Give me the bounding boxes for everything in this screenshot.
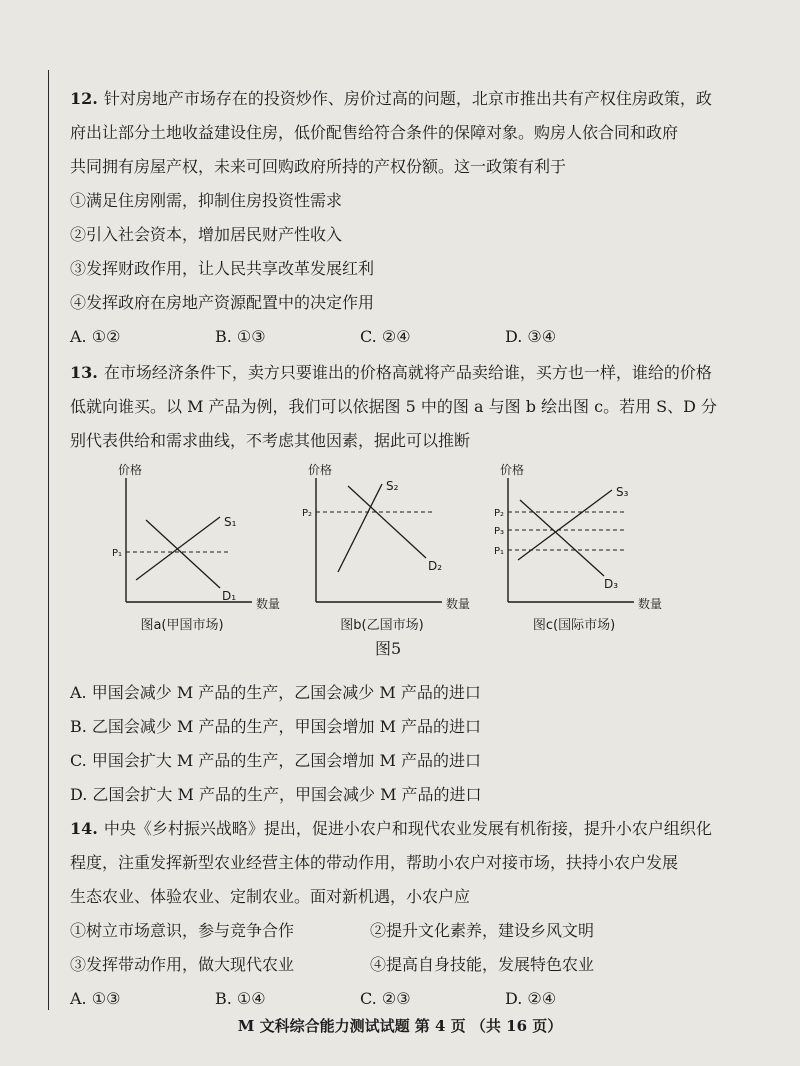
option-c[interactable]: C. ②④ (360, 327, 411, 346)
option-a[interactable]: A. ①② (70, 327, 121, 346)
figure-b (302, 462, 482, 662)
figure-a (112, 462, 292, 662)
option-b[interactable]: B. 乙国会减少 M 产品的生产，甲国会增加 M 产品的进口 (70, 717, 482, 736)
statement-item: ④提高自身技能，发展特色农业 (370, 955, 595, 974)
figure-b-graph (302, 462, 482, 612)
statement-row (70, 914, 750, 948)
figure-5 (112, 462, 702, 672)
y-axis-label: 价格 (118, 463, 143, 477)
question-text: 程度，注重发挥新型农业经营主体的带动作用，帮助小农户对接市场，扶持小农户发展 (70, 853, 679, 872)
option-d[interactable]: D. 乙国会扩大 M 产品的生产，甲国会减少 M 产品的进口 (70, 785, 482, 804)
option-c[interactable]: C. 甲国会扩大 M 产品的生产，乙国会增加 M 产品的进口 (70, 751, 481, 770)
supply-label: S₃ (616, 485, 629, 499)
answer-options (70, 320, 750, 354)
option-a[interactable]: A. ①③ (70, 989, 121, 1008)
x-axis-label: 数量 (256, 597, 281, 611)
statement-row (70, 948, 750, 982)
statement-item: ①满足住房刚需，抑制住房投资性需求 (70, 191, 343, 210)
question-text: 生态农业、体验农业、定制农业。面对新机遇，小农户应 (70, 887, 471, 906)
supply-curve (136, 517, 220, 580)
statement-item: ④发挥政府在房地产资源配置中的决定作用 (70, 293, 375, 312)
price-label: P₃ (494, 526, 505, 537)
answer-options (70, 982, 750, 1016)
x-axis-label: 数量 (638, 597, 663, 611)
figure-caption: 图c(国际市场) (532, 618, 616, 633)
option-b[interactable]: B. ①③ (215, 327, 266, 346)
page-footer: M 文科综合能力测试试题 第 4 页 （共 16 页） (237, 1017, 563, 1035)
statement-item: ③发挥财政作用，让人民共享改革发展红利 (70, 259, 375, 278)
question-text: 别代表供给和需求曲线，不考虑其他因素，据此可以推断 (70, 431, 471, 450)
figure-c-graph (494, 462, 674, 612)
question-number: 14. (70, 819, 98, 838)
option-d[interactable]: D. ②④ (505, 989, 557, 1008)
demand-curve (146, 520, 220, 588)
demand-curve (348, 486, 426, 558)
question-text: 在市场经济条件下，卖方只要谁出的价格高就将产品卖给谁，买方也一样，谁给的价格 (103, 363, 712, 382)
statement-item: ②提升文化素养，建设乡风文明 (370, 921, 595, 940)
figure-caption: 图a(甲国市场) (140, 618, 224, 633)
figure-a-graph (112, 462, 292, 612)
y-axis-label: 价格 (500, 463, 525, 477)
price-label: P₂ (494, 508, 505, 519)
question-13-options (70, 676, 750, 812)
x-axis-label: 数量 (446, 597, 471, 611)
question-text: 针对房地产市场存在的投资炒作、房价过高的问题，北京市推出共有产权住房政策，政 (103, 89, 712, 108)
figure-title: 图5 (375, 639, 402, 658)
statement-item: ②引入社会资本，增加居民财产性收入 (70, 225, 343, 244)
demand-label: D₂ (428, 559, 443, 573)
demand-label: D₁ (222, 589, 237, 603)
price-label: P₁ (112, 548, 123, 559)
question-number: 13. (70, 363, 98, 382)
question-number: 12. (70, 89, 98, 108)
margin-line (48, 70, 49, 1010)
statement-item: ①树立市场意识，参与竞争合作 (70, 921, 295, 940)
supply-label: S₂ (386, 479, 399, 493)
option-c[interactable]: C. ②③ (360, 989, 411, 1008)
y-axis-label: 价格 (308, 463, 333, 477)
price-label: P₂ (302, 508, 313, 519)
option-d[interactable]: D. ③④ (505, 327, 557, 346)
question-14 (70, 812, 750, 1016)
question-text: 低就向谁买。以 M 产品为例，我们可以依据图 5 中的图 a 与图 b 绘出图 c。若用 S、D 分 (70, 397, 718, 416)
question-text: 共同拥有房屋产权，未来可回购政府所持的产权份额。这一政策有利于 (70, 157, 567, 176)
question-12 (70, 82, 750, 354)
price-label: P₁ (494, 546, 505, 557)
question-13 (70, 356, 750, 458)
statement-item: ③发挥带动作用，做大现代农业 (70, 955, 295, 974)
demand-label: D₃ (604, 577, 619, 591)
figure-caption: 图b(乙国市场) (340, 618, 424, 633)
demand-curve (520, 500, 604, 576)
figure-c (494, 462, 674, 662)
option-b[interactable]: B. ①④ (215, 989, 266, 1008)
option-a[interactable]: A. 甲国会减少 M 产品的生产，乙国会减少 M 产品的进口 (70, 683, 481, 702)
question-text: 中央《乡村振兴战略》提出，促进小农户和现代农业发展有机衔接，提升小农户组织化 (103, 819, 712, 838)
question-text: 府出让部分土地收益建设住房，低价配售给符合条件的保障对象。购房人依合同和政府 (70, 123, 679, 142)
supply-label: S₁ (224, 515, 237, 529)
